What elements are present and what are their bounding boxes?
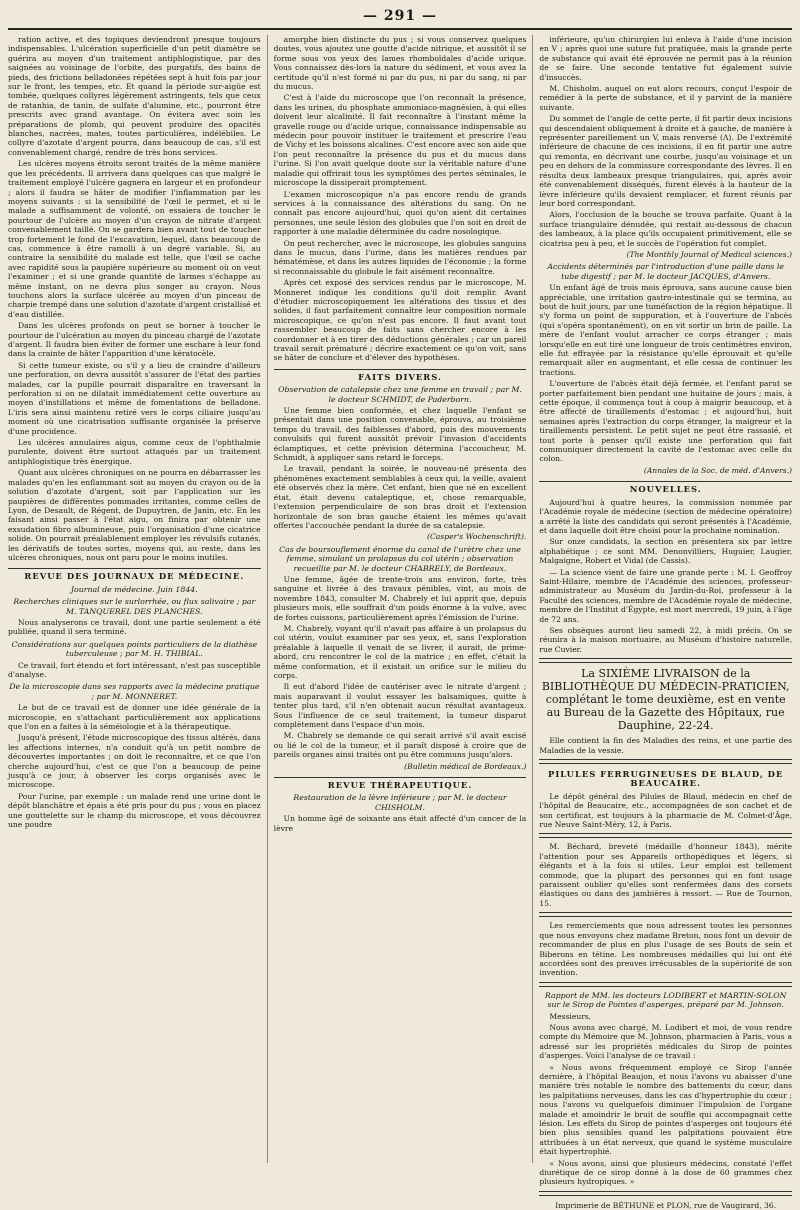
divider — [539, 1191, 792, 1196]
divider — [539, 658, 792, 663]
news-paragraph: Aujourd'hui à quatre heures, la commission nommée par l'Académie royale de médecine (section de médecine opératoire) a arrêté la liste des candidats qui seront présentés à l'Académie, et dans laquelle doit être choisi pour la prochaine nomination. — [539, 497, 793, 535]
advertisement-text: « Nous avons, ainsi que plusieurs médecins, constaté l'effet diurétique de ce sirop donné à la dose de 60 grammes chez plusieurs hydropiques. » — [539, 1158, 793, 1187]
news-paragraph: Sur onze candidats, la section en présentera six par lettre alphabétique ; ce sont MM. Denonvilliers, Huguier, Laugier, Malgaigne, Robert et Vidal (de Cassis). — [539, 537, 793, 566]
divider — [539, 759, 792, 764]
article-title: De la microscopie dans ses rapports avec la médecine pratique ; par M. MONNERET. — [9, 682, 260, 701]
divider — [539, 833, 792, 838]
body-paragraph: Ce travail, fort étendu et fort intéressant, n'est pas susceptible d'analyse. — [8, 660, 261, 679]
body-paragraph: Un enfant âgé de trois mois éprouva, sans aucune cause bien appréciable, une irritation gastro-intestinale qui se termina, au bout de huit jours, par une tuméfaction de la région hépatique. Il s'y forma un point de suppuration, et à l'ouverture de l'abcès (qui s'opéra spontanément), on en vit sortir un brin de paille. La mère de l'enfant voulut arracher ce corps étranger ; mais lorsqu'elle en eut tiré une longueur de trois centimètres environ, elle fut effrayée par la résistance qu'elle éprouvait et qu'elle remarquait aller en augmentant, et elle cessa de continuer les tractions. — [539, 283, 793, 377]
advertisement-title: Rapport de MM. les docteurs LODIBERT et MARTIN-SOLON sur le Sirop de Pointes d'asperges, préparé par M. Johnson. — [544, 990, 787, 1010]
body-paragraph: M. Chisholm, auquel on eut alors recours, conçut l'espoir de remédier à la perte de substance, et il y parvint de la manière suivante. — [539, 84, 793, 112]
column-2 — [267, 35, 527, 1163]
body-paragraph: M. Chabrely, voyant qu'il n'avait pas affaire à un prolapsus du col utérin, voulut examiner par ses yeux, et, sans l'exploration préalable à laquelle il venait de se livrer, il aurait, de prime-abord, cru rencontrer le col de la matrice ; en effet, c'était la même conformation, et il existait un orifice sur le milieu du corps. — [273, 623, 527, 680]
body-paragraph: On peut rechercher, avec le microscope, les globules sanguins dans le mucus, dans l'urine, dans les matières rendues par hématémèse, et dans les autres liquides de l'économie ; la forme si reconnaissable du globule le fait aisément reconnaître. — [273, 238, 527, 276]
article-title: Recherches cliniques sur le surlorrhée, ou flux salivaire ; par M. TANQUEREL DES PLANCHES. — [13, 597, 256, 616]
column-3 — [532, 35, 793, 1210]
journal-name: Journal de médecine. Juin 1844. — [70, 584, 198, 594]
advertisement-text: Les remerciements que nous adressent toutes les personnes que nous envoyons chez madame Breton, nous font un devoir de recommander de plus en plus l'usage de ses Bouts de sein et Biberons en tétine. Les nombreuses médailles qui lui ont été accordées sont des preuves irrécusables de la supériorité de son invention. — [539, 921, 793, 978]
page-header — [8, 6, 792, 30]
body-paragraph: Quant aux ulcères chroniques on ne pourra en débarrasser les malades qu'en les enflammant soit au moyen du crayon ou de la solution d'azotate d'argent, soit par l'application sur les paupières de différentes pommades irritantes, comme celles de Lyon, de Desault, de Régent, de Dupuytren, de Janin, etc. En les faisant ainsi passer à l'état aigu, on finira par obtenir une exsudation fibro albumineuse, puis l'organisation d'une cicatrice solide. On pourrait préalablement employer les révulsifs cutanés, les dérivatifs de toutes sortes, moyens qui, au reste, dans les ulcères chroniques, nous ont paru pour le moins inutiles. — [8, 468, 261, 562]
body-paragraph: Nous analyserons ce travail, dont une partie seulement a été publiée, quand il sera terminé. — [8, 617, 261, 637]
body-paragraph: Après cet exposé des services rendus par le microscope, M. Monneret indique les conditions qu'il doit remplir. Avant d'étudier microscopiquement les altérations des tissus et des solides, il faut parfaitement connaître leur composition normale microscopique, ce qu'on n'est pas encore. Il faut avant tout rassembler beaucoup de faits sans chercher encore à les coordonner et à en tirer des déductions générales ; car un pareil travail serait prématuré ; décrire exactement ce qu'on voit, sans se hâter de conclure et d'élever des hypothèses. — [273, 278, 527, 363]
article-title: Restauration de la lèvre inférieure ; par M. le docteur CHISHOLM. — [293, 793, 507, 812]
news-paragraph: Ses obsèques auront lieu samedi 22, à midi précis. On se réunira à la maison mortuaire, au Muséum d'histoire naturelle, rue Cuvier. — [539, 625, 793, 654]
column-1 — [8, 35, 261, 1163]
body-paragraph: Les ulcères annulaires aigus, comme ceux de l'ophthalmie purulente, doivent être surtout attaqués par un traitement antiphlogistique très énergique. — [8, 438, 261, 466]
body-paragraph: Si cette tumeur existe, ou s'il y a lieu de craindre d'ailleurs une perforation, on devra aussitôt s'assurer de l'état des parties malades, car la pupille pourrait disparaître en traversant la perforation si on ne dilatait immédiatement cette ouverture au moyen d'instillations et même de fomentations de belladone. L'iris sera ainsi maintenu retiré vers le corps ciliaire jusqu'au moment où une cicatrisation suffisante organisée la préserve d'une procidence. — [8, 360, 261, 436]
imprint-line: Imprimerie de BÉTHUNE et PLON, rue de Vaugirard, 36. — [555, 1200, 777, 1210]
advertisement-text: M. Béchard, breveté (médaille d'honneur 1843), mérite l'attention pour ses Appareils orthopédiques et légers, si élégants et à la fois si utiles. Leur emploi est tellement commode, que la plupart des personnes qui en font usage paraissent oublier qu'elles sont renfermées dans des corsets élastiques ou dans des jambières à ressort. — Rue de Tournon, 15. — [539, 842, 793, 908]
advertisement-text: Messieurs, — [549, 1011, 592, 1021]
body-paragraph: Pour l'urine, par exemple : un malade rend une urine dont le dépôt blanchâtre et épais a été pris pour du pus ; vous en placez une gouttelette sur le champ du microscope, et vous découvrez une poudre — [8, 791, 261, 830]
body-paragraph: M. Chabrely se demande ce qui serait arrivé s'il avait excisé ou lié le col de la tumeur, et il paraît disposé à croire que de pareils organes ainsi traités ont pu être communs jusqu'alors. — [273, 731, 527, 760]
body-paragraph: Du sommet de l'angle de cette perte, il fit partir deux incisions qui descendaient obliquement à droite et à gauche, de manière à représenter pareillement un V, mais renversé (Λ). De l'extrémité inférieure de chacune de ces incisions, il en fit partir une autre qui remonta, en décrivant une courbe, jusqu'au voisinage et un peu en dehors de la commissure correspondante des lèvres. Il en résulta deux lambeaux presque triangulaires, qui, après avoir été convenablement disséqués, furent élevés à la hauteur de la lèvre inférieure qu'ils devaient remplacer, et furent réunis par leur bord correspondant. — [539, 114, 793, 208]
section-title-revue-therapeutique: REVUE THÉRAPEUTIQUE. — [274, 777, 527, 790]
advertisement-bibliotheque: La SIXIÈME LIVRAISON de la BIBLIOTHÈQUE DU MÉDECIN-PRATICIEN, complétant le tome deuxième, est en vente au Bureau de la Gazette des Hôpitaux, rue Dauphine, 22-24. — [541, 667, 790, 733]
body-paragraph: Une femme bien conformée, et chez laquelle l'enfant se présentait dans une position convenable, éprouva, au troisième temps du travail, des faiblesses d'abord, puis des mouvements convulsifs qui furent aussitôt prévoir l'invasion d'accidents éclamptiques, et cette prévision détermina l'accoucheur, M. Schmidt, à appliquer sans retard le forceps. — [273, 406, 527, 463]
body-paragraph: Le travail, pendant la soirée, le nouveau-né présenta des phénomènes exactement semblables à ceux qui, la veille, avaient été observés chez la mère. Cet enfant, bien que né en excellent état, était devenu cataleptique, et, chose remarquable, l'extension perpendiculaire de son bras droit et l'extension horizontale de son bras gauche étaient les mêmes qu'avait offertes l'accouchée pendant la durée de sa catalepsie. — [273, 464, 527, 530]
divider — [539, 912, 792, 917]
section-title-revue-journaux: REVUE DES JOURNAUX DE MÉDECINE. — [8, 568, 261, 581]
article-title: Considérations sur quelques points particuliers de la diathèse tuberculeuse ; par M. H. THIBIAL. — [11, 639, 258, 659]
article-source: (Bulletin médical de Bordeaux.) — [404, 761, 527, 771]
divider — [539, 982, 792, 987]
body-paragraph: L'examen microscopique n'a pas encore rendu de grands services à la connaissance des altérations du sang. On ne connaît pas encore aujourd'hui, quoi qu'on aient dit certaines personnes, une seule lésion des globules que l'on soit en droit de rapporter à une maladie déterminée du cadre nosologique. — [273, 189, 527, 237]
body-paragraph: C'est à l'aide du microscope que l'on reconnaît la présence, dans les urines, du phosphate ammoniaco-magnésien, à qui elles doivent leur alcalinité. Il fait reconnaître à l'instant même la gravelle rouge ou d'acide urique, connaissance indispensable au médecin pour pouvoir instituer le traitement et prescrire l'eau de Vichy et les boissons alcalines. C'est encore avec son aide que l'on peut reconnaître la présence du pus et du mucus dans l'urine. Si l'on avait quelque doute sur la véritable nature d'une maladie qui offrirait tous les symptômes des pertes séminales, le microscope la dissiperait promptement. — [273, 93, 527, 188]
body-paragraph: Alors, l'occlusion de la bouche se trouva parfaite. Quant à la surface triangulaire dénudée, qui restait au-dessous de chacun des lambeaux, à la place qu'ils occupaient primitivement, elle se cicatrisa peu à peu, et le succès de l'opération fut complet. — [539, 210, 793, 248]
columns — [8, 35, 793, 1210]
body-paragraph: Dans les ulcères profonds on peut se borner à toucher le pourtour de l'ulcération au moyen du pinceau chargé de l'azotate d'argent. Il faudra bien éviter de former une eschare à leur fond dans la crainte de hâter l'apparition d'une kératocèle. — [8, 321, 261, 359]
advertisement-text: Nous avons avec chargé, M. Lodibert et moi, de vous rendre compte du Mémoire que M. Johnson, pharmacien à Paris, vous a adressé sur les propriétés médicales du Sirop de pointes d'asperges. Voici l'analyse de ce travail : — [539, 1022, 793, 1061]
body-paragraph: Un homme âgé de soixante ans était affecté d'un cancer de la lèvre — [273, 814, 527, 833]
body-paragraph: ration active, et des topiques deviendront presque toujours indispensables. L'ulcération superficielle d'un petit diamètre se guérira au moyen d'un traitement antiphlogistique, par des saignées au voisinage de l'orbite, des purgatifs, des bains de pieds, des frictions belladonées répétées sept à huit fois par jour sur le front, les tempes, etc. Et quand la période sur-aigüe est tombée, quelques collyres légèrement astringents, tels que ceux de ratanhia, de tanin, de sulfate d'alumine, etc., pourront être prescrits avec grand avantage. On évitera avec soin les préparations de plomb, qui peuvent produire des opacités blanches, nacrées, mates, toutes particulières, indélébiles. Le collyre d'azotate d'argent pourra, dans beaucoup de cas, s'il est convenablement chargé, rendre de très bons services. — [8, 35, 261, 157]
body-paragraph: Il eut d'abord l'idée de cautériser avec le nitrate d'argent ; mais auparavant il voulut essayer les balsamiques, quitte à tenter plus tard, s'il n'en obtenait aucun résultat avantageux. Sous l'influence de ce seul traitement, la tumeur disparut complètement dans l'espace d'un mois. — [273, 682, 527, 730]
advertisement-subtext: Elle contient la fin des Maladies des reins, et une partie des Maladies de la vessie. — [539, 736, 793, 755]
section-title-faits-divers: FAITS DIVERS. — [274, 369, 527, 382]
section-title-nouvelles: NOUVELLES. — [539, 481, 792, 494]
body-paragraph: Une femme, âgée de trente-trois ans environ, forte, très sanguine et livrée à des travaux pénibles, vint, au mois de novembre 1843, consulter M. Chabrely et lui apprit que, depuis plusieurs mois, elle souffrait d'un poids énorme à la vulve, avec de fortes cuissons, particulièrement après l'émission de l'urine. — [273, 574, 527, 622]
body-paragraph: L'ouverture de l'abcès était déjà fermée, et l'enfant parut se porter parfaitement bien pendant une huitaine de jours ; mais, à cette époque, il commença tout à coup à maigrir beaucoup, et à être affecté de tiraillements d'estomac ; et aujourd'hui, huit semaines après l'extraction du corps étranger, la maigreur et la tiraillements persistent. Le petit sujet ne peut être rassasié, et tout porte à penser qu'il existe une perforation qui fait communiquer directement la cavité de l'estomac avec celle du colon. — [539, 379, 793, 464]
article-source: (Casper's Wochenschrift). — [427, 532, 527, 542]
page-number: — 291 — — [363, 8, 437, 24]
body-paragraph: Le but de ce travail est de donner une idée générale de la microscopie, en s'attachant particulièrement aux applications que l'on en a faites à la séméiologie et à la thérapeutique. — [8, 703, 261, 732]
article-source: (Annales de la Soc. de méd. d'Anvers.) — [643, 465, 793, 475]
advertisement-text: Le dépôt général des Pilules de Blaud, médecin en chef de l'hôpital de Beaucaire, etc., accompagnées de son cachet et de son certificat, est toujours à la pharmacie de M. Colmet-d'Âge, rue Neuve Saint-Méry, 12, à Paris. — [539, 791, 793, 830]
article-title: Accidents déterminés par l'introduction d'une paille dans le tube digestif ; par M. le docteur JACQUES, d'Anvers. — [547, 262, 785, 281]
advertisement-text: « Nous avons fréquemment employé ce Sirop l'année dernière, à l'hôpital Beaujon, et nous l'avons vu abaisser d'une manière très notable le nombre des battements du cœur, dans les palpitations nerveuses, dans les cas d'hypertrophie du cœur ; nous l'avons vu quelquefois diminuer l'impulsion de l'organe malade et amoindrir le bruit de souffle qui accompagnait cette lésion. Les effets du Sirop de pointes d'asperges ont toujours été bien plus sensibles quand les palpitations pouvaient être attribuées à un état nerveux, que quand le système musculaire était hypertrophié. — [539, 1062, 793, 1157]
body-paragraph: Jusqu'à présent, l'étude microscopique des tissus altérés, dans les affections internes, n'a conduit qu'à un petit nombre de découvertes importantes ; on doit le reconnaître, et ce que l'on cherche aujourd'hui, c'est ce que l'on a beaucoup de peine jusqu'à ce jour, à observer les corps organisés avec le microscope. — [8, 733, 261, 790]
advertisement-title: PILULES FERRUGINEUSES DE BLAUD, DE BEAUCAIRE. — [548, 769, 784, 789]
body-paragraph: Les ulcères moyens étroits seront traités de la même manière que les précédents. Il arrivera dans quelques cas que malgré le traitement employé l'ulcère gagnera en largeur et en profondeur ; alors il faudra se hâter de modifier l'inflammation par les moyens suivants : si la sensibilité de l'œil le permet, et si le malade a suffisamment de volonté, on essaiera de toucher le pourtour de l'ulcère au moyen d'un crayon de nitrate d'argent convenablement taillé. On se gardera bien avant tout de toucher trop fortement le fond de l'excavation, lequel, dans beaucoup de cas, commence à être ramolli à un degré variable. Si, au contraire la sensibilité du malade est telle, que l'œil se cache avec rapidité sous la paupière supérieure au moment où on veut l'examiner ; et si une grande quantité de larmes s'échappe au même instant, on ne devra plus songer au crayon. Nous touchons alors la surface ulcérée au moyen d'un pinceau de charpie trempé dans une solution d'azotate d'argent cristallisé et d'eau distillée. — [8, 159, 261, 319]
news-paragraph: — La science vient de faire une grande perte : M. I. Geoffroy Saint-Hilaire, membre de l'Académie des sciences, professeur-administrateur au Muséum du Jardin-du-Roi, professeur à la Faculté des sciences, membre de l'Académie royale de médecine, membre de l'Institut d'Égypte, est mort mercredi, 19 juin, à l'âge de 72 ans. — [539, 567, 793, 624]
article-title: Observation de catalepsie chez une femme en travail ; par M. le docteur SCHMIDT, de Paderborn. — [278, 385, 522, 404]
article-title: Cas de boursouflement énorme du canal de l'urètre chez une femme, simulant un prolapsus du col utérin ; observation recueillie par M. le docteur CHABRELY, de Bordeaux. — [279, 544, 521, 573]
body-paragraph: inférieure, qu'un chirurgien lui enleva à l'aide d'une incision en V ; après quoi une suture fut pratiquée, mais la grande perte de substance qui avait été éprouvée ne permit pas à la réunion de se faire. Une seconde tentative fut également suivie d'insuccès. — [539, 35, 793, 82]
body-paragraph: amorphe bien distincte du pus ; si vous conservez quelques doutes, vous ajoutez une goutte d'acide nitrique, et aussitôt il se forme sous vos yeux des lames rhomboïdales d'acide urique. Vous connaissez dès-lors la nature du sédiment, et vous avez la certitude qu'il n'est formé ni par du pus, ni par du sang, ni par du mucus. — [273, 35, 527, 92]
article-source: (The Monthly Journal of Medical sciences.) — [626, 249, 793, 259]
